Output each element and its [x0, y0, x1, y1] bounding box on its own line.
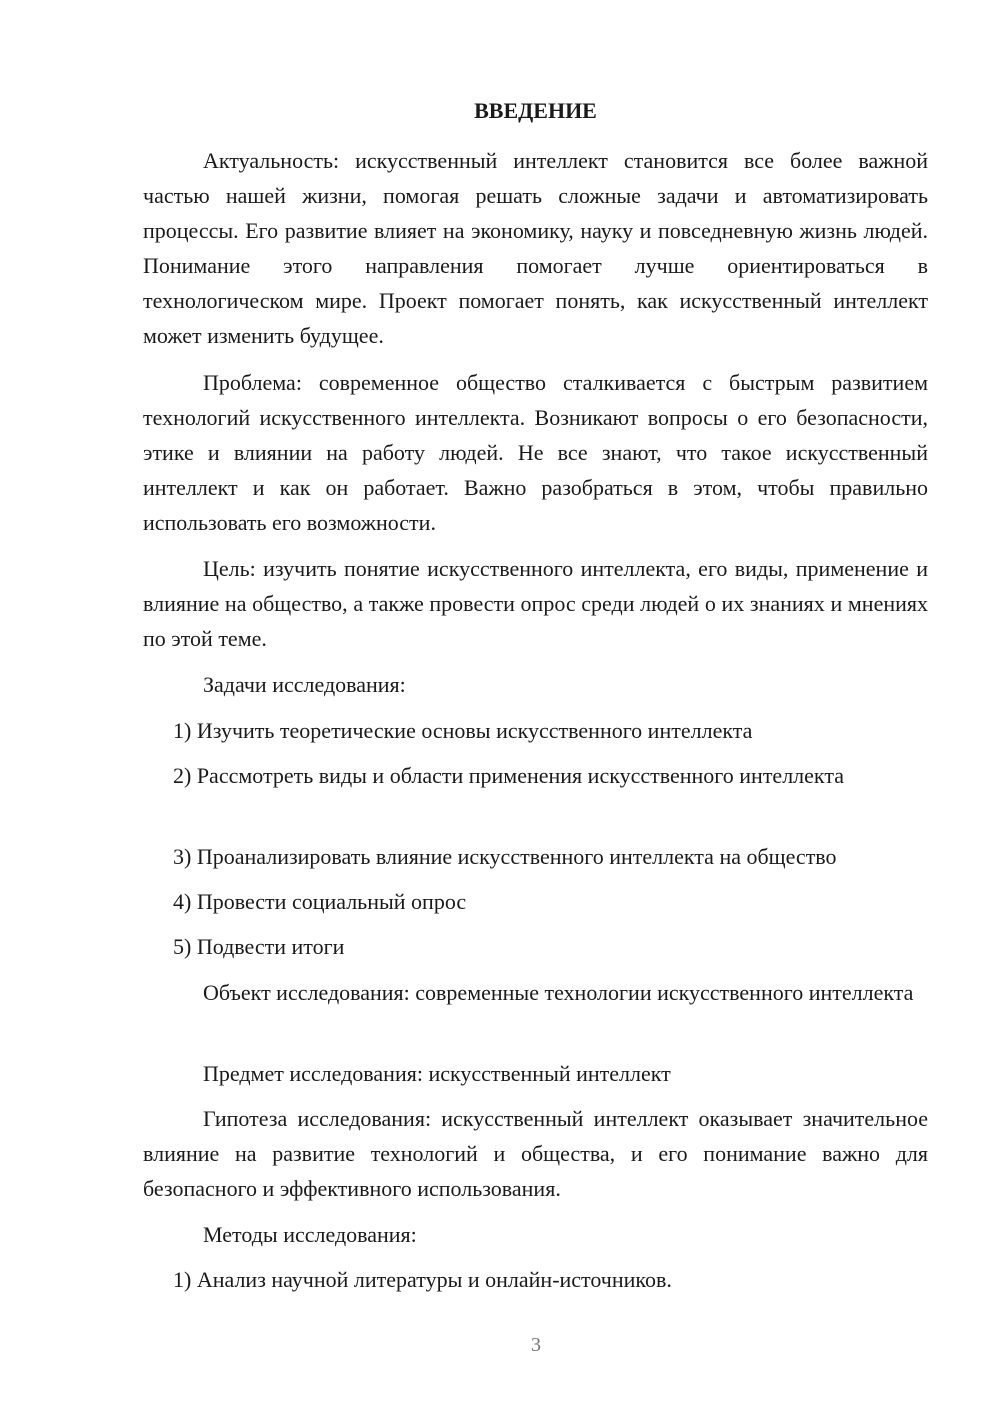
paragraph-hypothesis: Гипотеза исследования: искусственный интеллект оказывает значительное влияние на развитие технологий и общества, и его понимание важно для безопасного и эффективного использования.: [143, 1106, 928, 1201]
task-item: 2) Рассмотреть виды и области применения искусственного интеллекта: [173, 763, 844, 788]
paragraph-object: Объект исследования: современные технологии искусственного интеллекта: [203, 980, 914, 1005]
paragraph-problem: Проблема: современное общество сталкивается с быстрым развитием технологий искусственного интеллекта. Возникают вопросы о его безопасности, этике и влиянии на работу людей. Не все знают, что такое искусственный интеллект и как он работает. Важно разобраться в этом, чтобы правильно использовать его возможности.: [143, 370, 928, 535]
paragraph-subject: Предмет исследования: искусственный интеллект: [203, 1061, 671, 1086]
paragraph-relevance: Актуальность: искусственный интеллект становится все более важной частью нашей жизни, помогая решать сложные задачи и автоматизировать процессы. Его развитие влияет на экономику, науку и повседневную жизнь людей. Понимание этого направления помогает лучше ориентироваться в технологическом мире. Проект помогает понять, как искусственный интеллект может изменить будущее.: [143, 148, 928, 348]
section-title: ВВЕДЕНИЕ: [474, 98, 597, 123]
paragraph-goal: Цель: изучить понятие искусственного интеллекта, его виды, применение и влияние на общество, а также провести опрос среди людей о их знаниях и мнениях по этой теме.: [143, 556, 928, 651]
method-item: 1) Анализ научной литературы и онлайн-источников.: [173, 1267, 672, 1292]
task-item: 3) Проанализировать влияние искусственного интеллекта на общество: [173, 844, 837, 869]
page-number: 3: [531, 1334, 541, 1356]
task-item: 4) Провести социальный опрос: [173, 889, 467, 914]
methods-heading: Методы исследования:: [203, 1222, 417, 1247]
task-item: 1) Изучить теоретические основы искусственного интеллекта: [173, 718, 753, 743]
task-item: 5) Подвести итоги: [173, 934, 345, 959]
tasks-heading: Задачи исследования:: [203, 672, 406, 697]
